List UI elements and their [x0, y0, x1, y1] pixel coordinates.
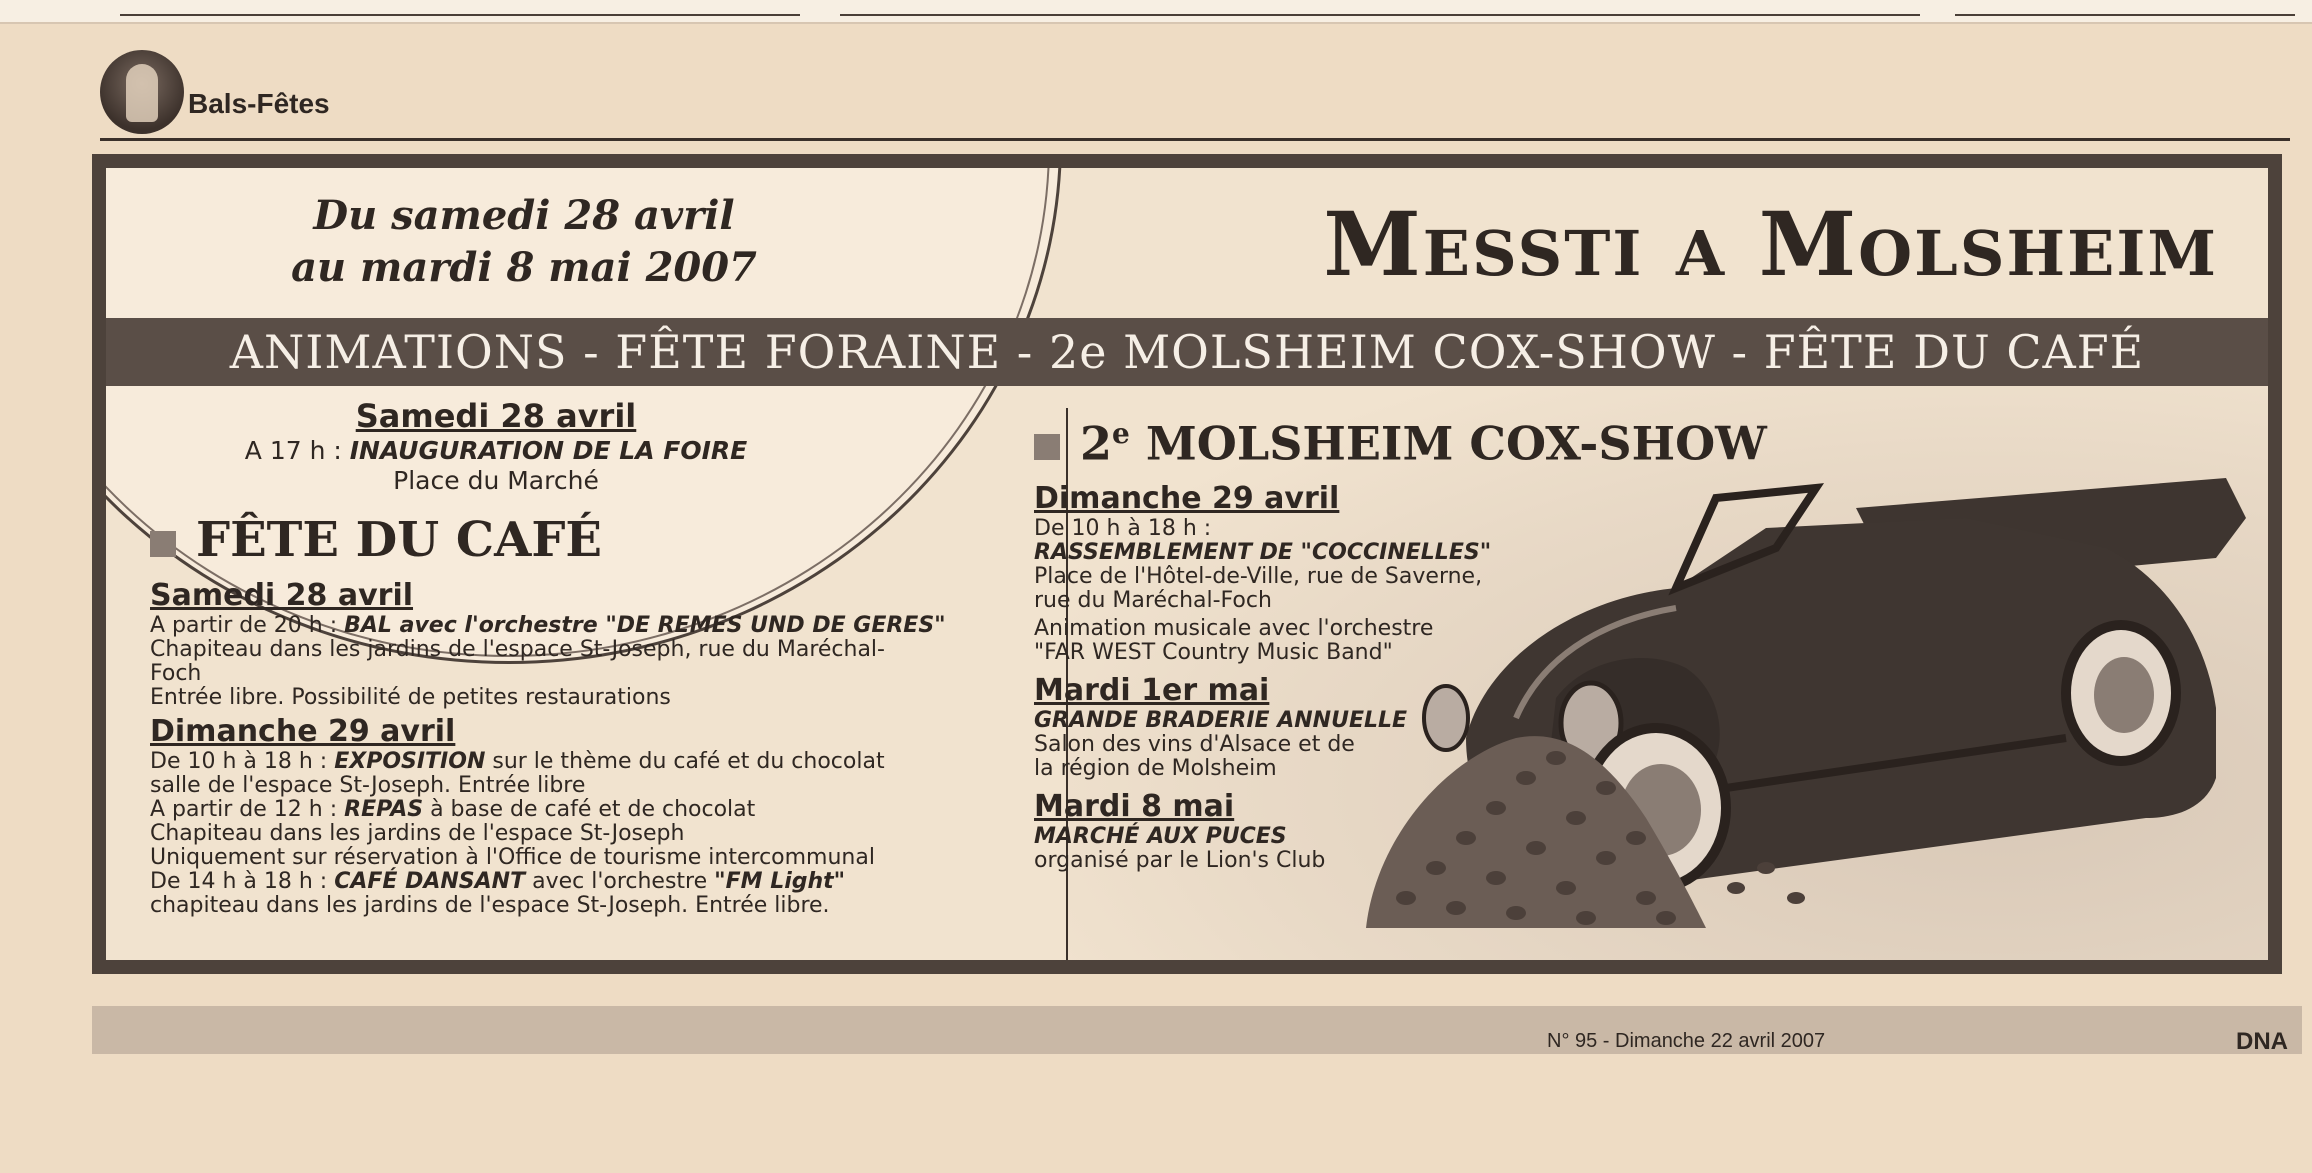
- cafe-day1-line: Foch: [150, 661, 202, 686]
- dates-line-2: au mardi 8 mai 2007: [291, 244, 757, 291]
- cox-day1-line: Animation musicale avec l'orchestre: [1034, 616, 1434, 642]
- cafe-day2-line: [150, 798, 1050, 822]
- section-header: [100, 44, 2290, 141]
- torn-strip: [1955, 0, 2295, 16]
- inauguration-line: [216, 436, 776, 466]
- cox-day2-event: GRANDE BRADERIE ANNUELLE: [1034, 708, 1408, 734]
- inauguration-event: INAUGURATION DE LA FOIRE: [349, 436, 748, 465]
- cox-show-superscript: e: [1112, 417, 1130, 450]
- cox-day1-line: "FAR WEST Country Music Band": [1034, 640, 1393, 666]
- emphasis: EXPOSITION: [334, 749, 486, 774]
- fete-du-cafe-heading: [150, 510, 1050, 570]
- fete-du-cafe-column: [150, 510, 1050, 918]
- cox-show-title: MOLSHEIM COX-SHOW: [1129, 416, 1767, 471]
- text: De 14 h à 18 h :: [150, 869, 335, 894]
- page-footer: [92, 1006, 2302, 1054]
- cox-day3-event: MARCHÉ AUX PUCES: [1034, 824, 1287, 850]
- emphasis: BAL avec l'orchestre "DE REMES UND DE GERES": [344, 613, 946, 638]
- ad-title: Messti a Molsheim: [1323, 192, 2218, 296]
- text: A partir de 20 h :: [150, 613, 345, 638]
- section-label: Bals-Fêtes: [188, 88, 330, 119]
- torn-page-top: [0, 0, 2312, 24]
- inauguration-date: Samedi 28 avril: [355, 397, 637, 435]
- cafe-day2-line: Uniquement sur réservation à l'Office de tourisme intercommunal: [150, 845, 875, 870]
- emphasis: CAFÉ DANSANT: [334, 869, 526, 894]
- text: avec l'orchestre: [525, 869, 715, 894]
- beetle-convertible-with-coffee-beans-icon: [1346, 458, 2246, 974]
- newspaper-name: DNA: [2236, 1028, 2288, 1055]
- inauguration-time: A 17 h :: [244, 436, 350, 465]
- dates-line-1: Du samedi 28 avril: [313, 192, 735, 239]
- dancing-couple-icon: [100, 50, 184, 134]
- cox-day3-line: organisé par le Lion's Club: [1034, 848, 1326, 874]
- cox-day1-event: RASSEMBLEMENT DE "COCCINELLES": [1034, 540, 1492, 566]
- torn-strip: [120, 0, 800, 16]
- inauguration-block: [216, 396, 776, 496]
- cafe-day2-line: [150, 750, 1050, 774]
- cox-day1-date: Dimanche 29 avril: [1034, 481, 1340, 517]
- text: A partir de 12 h :: [150, 797, 345, 822]
- torn-strip: [840, 0, 1920, 16]
- activities-banner: ANIMATIONS - FÊTE FORAINE - 2e MOLSHEIM COX-SHOW - FÊTE DU CAFÉ: [106, 318, 2268, 386]
- cox-day1-line: Place de l'Hôtel-de-Ville, rue de Saverne,: [1034, 564, 1483, 590]
- cox-day2-line: la région de Molsheim: [1034, 756, 1277, 782]
- fete-du-cafe-title: FÊTE DU CAFÉ: [196, 512, 602, 568]
- messti-advertisement: [92, 154, 2282, 974]
- issue-info: N° 95 - Dimanche 22 avril 2007: [1547, 1030, 1826, 1052]
- cafe-day2-line: [150, 870, 1050, 894]
- text: à base de café et de chocolat: [423, 797, 756, 822]
- cafe-day2-line: salle de l'espace St-Joseph. Entrée libre: [150, 773, 586, 798]
- emphasis: REPAS: [344, 797, 424, 822]
- inauguration-place: Place du Marché: [393, 466, 599, 495]
- cafe-day1-date: Samedi 28 avril: [150, 578, 414, 613]
- cox-day1-line: rue du Maréchal-Foch: [1034, 588, 1272, 614]
- cox-day3-date: Mardi 8 mai: [1034, 789, 1235, 825]
- cafe-day2-line: chapiteau dans les jardins de l'espace St-Joseph. Entrée libre.: [150, 893, 830, 918]
- cafe-day1-line: Chapiteau dans les jardins de l'espace St-Joseph, rue du Maréchal-: [150, 637, 885, 662]
- cox-day1-line: De 10 h à 18 h :: [1034, 516, 1212, 542]
- text: De 10 h à 18 h :: [150, 749, 335, 774]
- cox-show-number: 2: [1080, 416, 1113, 471]
- square-bullet-icon: [1034, 434, 1060, 460]
- cox-day2-line: Salon des vins d'Alsace et de: [1034, 732, 1355, 758]
- cafe-day2-date: Dimanche 29 avril: [150, 714, 456, 749]
- cafe-day1-line: Entrée libre. Possibilité de petites restaurations: [150, 685, 671, 710]
- event-dates: [194, 190, 854, 294]
- cafe-day2-line: Chapiteau dans les jardins de l'espace St-Joseph: [150, 821, 685, 846]
- cox-day2-date: Mardi 1er mai: [1034, 673, 1270, 709]
- cafe-day1-line: [150, 614, 1050, 638]
- square-bullet-icon: [150, 531, 176, 557]
- text: sur le thème du café et du chocolat: [485, 749, 885, 774]
- emphasis: "FM Light": [714, 869, 846, 894]
